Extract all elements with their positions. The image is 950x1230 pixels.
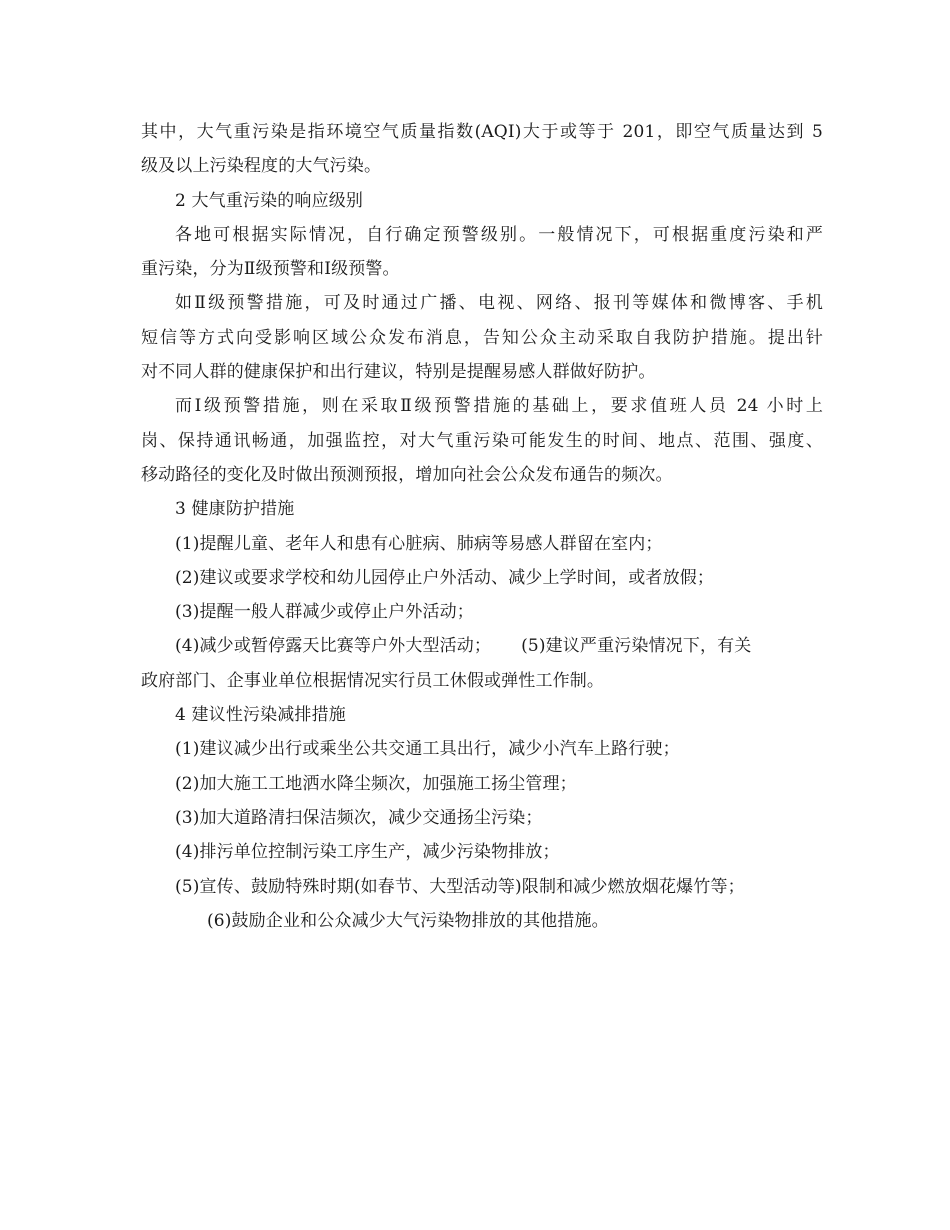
paragraph-line: 而Ⅰ级预警措施，则在采取Ⅱ级预警措施的基础上，要求值班人员 24 小时上 — [175, 396, 823, 417]
paragraph-line: 重污染，分为Ⅱ级预警和Ⅰ级预警。 — [141, 259, 400, 280]
list-item-continuation: 政府部门、企事业单位根据情况实行员工休假或弹性工作制。 — [141, 670, 605, 691]
section-heading: 2 大气重污染的响应级别 — [175, 190, 364, 211]
list-item-combined — [141, 629, 823, 663]
list-item: (2)建议或要求学校和幼儿园停止户外活动、减少上学时间，或者放假； — [175, 567, 715, 588]
list-item: (5)宣传、鼓励特殊时期(如春节、大型活动等)限制和减少燃放烟花爆竹等； — [175, 876, 745, 897]
list-item: (5)建议严重污染情况下，有关 — [521, 636, 752, 657]
paragraph-line: 短信等方式向受影响区域公众发布消息，告知公众主动采取自我防护措施。提出针 — [141, 327, 823, 348]
list-item: (2)加大施工工地洒水降尘频次，加强施工扬尘管理； — [175, 773, 577, 794]
list-item: (1)建议减少出行或乘坐公共交通工具出行，减少小汽车上路行驶； — [175, 739, 680, 760]
paragraph-line: 各地可根据实际情况，自行确定预警级别。一般情况下，可根据重度污染和严 — [175, 224, 823, 245]
paragraph-line: 如Ⅱ级预警措施，可及时通过广播、电视、网络、报刊等媒体和微博客、手机 — [175, 293, 823, 314]
paragraph-line: 对不同人群的健康保护和出行建议，特别是提醒易感人群做好防护。 — [141, 362, 656, 383]
paragraph-line: 岗、保持通讯畅通，加强监控，对大气重污染可能发生的时间、地点、范围、强度、 — [141, 430, 823, 451]
paragraph-line: 其中，大气重污染是指环境空气质量指数(AQI)大于或等于 201，即空气质量达到 5 — [141, 122, 823, 142]
list-item: (4)减少或暂停露天比赛等户外大型活动； — [175, 636, 492, 657]
list-item: (6)鼓励企业和公众减少大气污染物排放的其他措施。 — [207, 910, 609, 931]
list-item: (1)提醒儿童、老年人和患有心脏病、肺病等易感人群留在室内； — [175, 533, 663, 554]
section-heading: 3 健康防护措施 — [175, 499, 295, 520]
paragraph-line: 移动路径的变化及时做出预测预报，增加向社会公众发布通告的频次。 — [141, 464, 673, 485]
section-heading: 4 建议性污染减排措施 — [175, 705, 346, 726]
list-item: (4)排污单位控制污染工序生产，减少污染物排放； — [175, 842, 560, 863]
list-item: (3)加大道路清扫保洁频次，减少交通扬尘污染； — [175, 807, 543, 828]
document-body — [141, 115, 823, 938]
paragraph-line: 级及以上污染程度的大气污染。 — [141, 156, 382, 177]
list-item: (3)提醒一般人群减少或停止户外活动； — [175, 602, 474, 623]
